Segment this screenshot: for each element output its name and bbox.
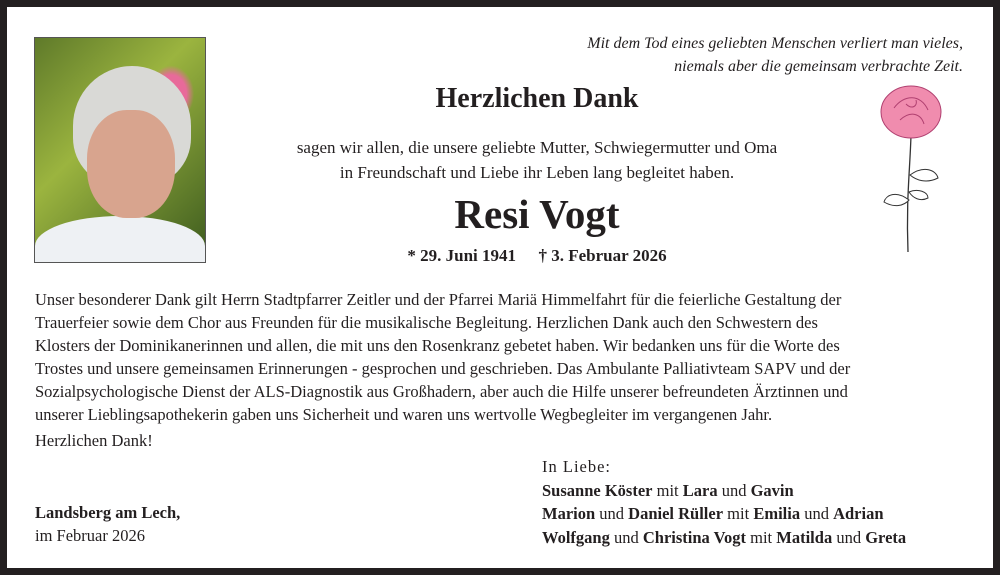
intro-line: in Freundschaft und Liebe ihr Leben lang begleitet haben. xyxy=(339,163,735,182)
in-love-label: In Liebe: xyxy=(542,457,612,476)
death-date: † 3. Februar 2026 xyxy=(538,246,667,265)
family-line: Susanne Köster mit Lara und Gavin xyxy=(542,480,794,500)
quote xyxy=(587,32,963,78)
place-date xyxy=(35,501,180,547)
body-line: Trauerfeier sowie dem Chor aus Freunden für die musikalische Begleitung. Herzlichen Dank auch den Schwestern des xyxy=(35,313,818,332)
family-line: Marion und Daniel Rüller mit Emilia und Adrian xyxy=(542,504,884,523)
deceased-name: Resi Vogt xyxy=(454,191,620,237)
obituary-notice xyxy=(7,7,993,568)
intro-line: sagen wir allen, die unsere geliebte Mutter, Schwiegermutter und Oma xyxy=(296,138,778,157)
body-line: unserer Lieblingsapothekerin gaben uns Sicherheit und waren uns wertvolle Wegbegleiter im vergangenen Jahr. xyxy=(35,405,773,424)
birth-date: * 29. Juni 1941 xyxy=(407,246,516,265)
body-line: Unser besonderer Dank gilt Herrn Stadtpfarrer Zeitler und der Pfarrei Mariä Himmelfahrt für die feierliche Gestaltung der xyxy=(35,290,842,309)
quote-line: Mit dem Tod eines geliebten Menschen verliert man vieles, xyxy=(587,35,963,52)
intro xyxy=(267,135,807,185)
closing: Herzlichen Dank! xyxy=(35,431,153,450)
dates xyxy=(267,246,807,266)
portrait-photo xyxy=(34,37,206,263)
quote-line: niemals aber die gemeinsam verbrachte Zeit. xyxy=(674,58,963,75)
date: im Februar 2026 xyxy=(35,526,145,545)
body-line: Trostes und unsere gemeinsamen Erinnerungen - gesprochen und geschrieben. Das Ambulante Palliativteam SAPV und der xyxy=(35,359,851,378)
thanks-text xyxy=(35,288,850,452)
family-line: Wolfgang und Christina Vogt mit Matilda und Greta xyxy=(542,527,907,547)
rose-icon xyxy=(866,80,956,255)
heading: Herzlichen Dank xyxy=(435,83,639,114)
place: Landsberg am Lech, xyxy=(35,503,181,522)
signatures xyxy=(542,455,906,549)
body-line: Klosters der Dominikanerinnen und allen, die mit uns den Rosenkranz gebetet haben. Wir bedanken uns für die Worte des xyxy=(35,336,840,355)
body-line: Sozialpsychologische Dienst der ALS-Diagnostik aus Großhadern, aber auch die Hilfe unserer befreundeten Ärztinnen und xyxy=(35,382,848,401)
